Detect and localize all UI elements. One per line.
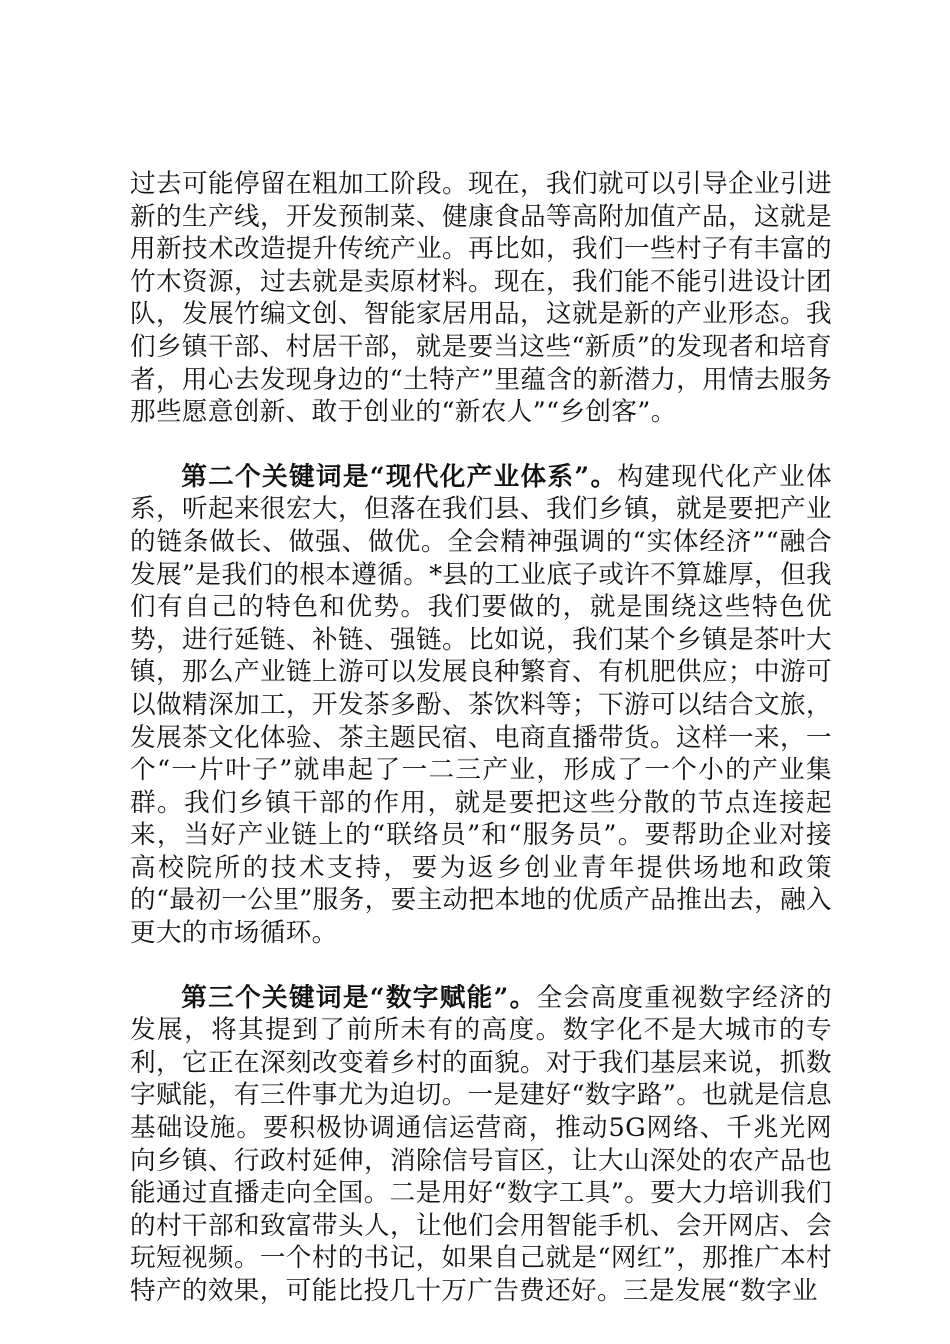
paragraph-3-text: 全会高度重视数字经济的发展，将其提到了前所未有的高度。数字化不是大城市的专利，它正在深刻改变着乡村的面貌。对于我们基层来说，抓数字赋能，有三件事尤为迫切。一是建好“数字路”。也就是信息基础设施。要积极协调通信运营商，推动5G网络、千兆光网向乡镇、行政村延伸，消除信号盲区，让大山深处的农产品也能通过直播走向全国。二是用好“数字工具”。要大力培训我们的村干部和致富带头人，让他们会用智能手机、会开网店、会玩短视频。一个村的书记，如果自己就是“网红”，那推广本村特产的效果，可能比投几十万广告费还好。三是发展“数字业 — [130, 982, 833, 1306]
paragraph-3-heading: 第三个关键词是“数字赋能”。 — [181, 982, 537, 1013]
paragraph-3 — [130, 982, 832, 1308]
paragraph-2-heading: 第二个关键词是“现代化产业体系”。 — [181, 461, 618, 492]
paragraph-2 — [130, 461, 832, 950]
document-body — [130, 168, 832, 1308]
paragraph-2-text: 构建现代化产业体系，听起来很宏大，但落在我们县、我们乡镇，就是要把产业的链条做长、做强、做优。全会精神强调的“实体经济”“融合发展”是我们的根本遵循。*县的工业底子或许不算雄厚，但我们有自己的特色和优势。我们要做的，就是围绕这些特色优势，进行延链、补链、强链。比如说，我们某个乡镇是茶叶大镇，那么产业链上游可以发展良种繁育、有机肥供应；中游可以做精深加工，开发茶多酚、茶饮料等；下游可以结合文旅，发展茶文化体验、茶主题民宿、电商直播带货。这样一来，一个“一片叶子”就串起了一二三产业，形成了一个小的产业集群。我们乡镇干部的作用，就是要把这些分散的节点连接起来，当好产业链上的“联络员”和“服务员”。要帮助企业对接高校院所的技术支持，要为返乡创业青年提供场地和政策的“最初一公里”服务，要主动把本地的优质产品推出去，融入更大的市场循环。 — [130, 461, 832, 949]
paragraph-1 — [130, 168, 832, 429]
paragraph-1-text: 过去可能停留在粗加工阶段。现在，我们就可以引导企业引进新的生产线，开发预制菜、健康食品等高附加值产品，这就是用新技术改造提升传统产业。再比如，我们一些村子有丰富的竹木资源，过去就是卖原材料。现在，我们能不能引进设计团队，发展竹编文创、智能家居用品，这就是新的产业形态。我们乡镇干部、村居干部，就是要当这些“新质”的发现者和培育者，用心去发现身边的“土特产”里蕴含的新潜力，用情去服务那些愿意创新、敢于创业的“新农人”“乡创客”。 — [130, 169, 832, 428]
